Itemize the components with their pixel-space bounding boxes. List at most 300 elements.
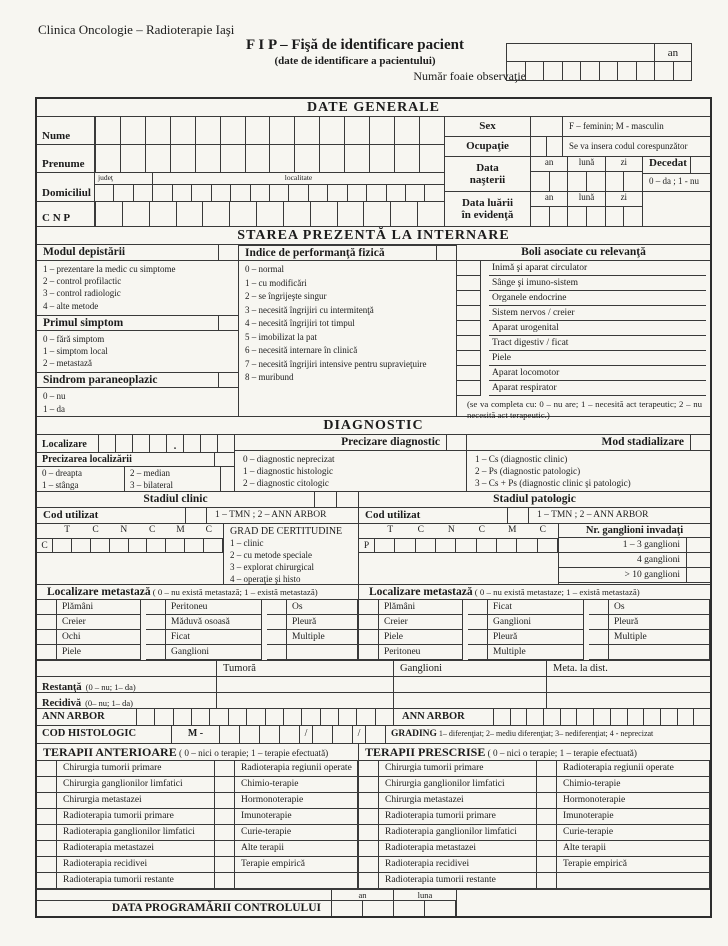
therapy-checkbox[interactable] xyxy=(37,841,57,857)
metastasis-row xyxy=(37,645,358,660)
fill-cell[interactable] xyxy=(366,185,385,202)
fill-cell[interactable] xyxy=(610,709,627,725)
metastasis-checkbox[interactable] xyxy=(589,645,609,660)
code-used-box[interactable] xyxy=(507,508,529,523)
code-used-box[interactable] xyxy=(185,508,207,523)
therapy-checkbox[interactable] xyxy=(359,761,379,777)
fill-cell[interactable] xyxy=(643,709,660,725)
metastasis-site-label: Pleură xyxy=(609,615,710,630)
fill-cell[interactable] xyxy=(623,207,642,226)
residual-meta-cell[interactable] xyxy=(547,677,710,692)
therapy-checkbox[interactable] xyxy=(359,777,379,793)
address-cells xyxy=(95,185,444,202)
fill-cell[interactable] xyxy=(220,145,245,172)
month-label: lună xyxy=(567,192,604,206)
comorbidity-row xyxy=(457,351,710,366)
fill-cell[interactable] xyxy=(526,709,543,725)
fill-cell[interactable] xyxy=(531,137,546,156)
fill-cell[interactable] xyxy=(356,709,374,725)
therapy-checkbox[interactable] xyxy=(215,825,235,841)
tnm-letter-row xyxy=(37,525,223,538)
section-title-date-generale: DATE GENERALE xyxy=(37,99,710,117)
diagnosis-precision-code-box[interactable] xyxy=(446,435,466,450)
therapy-checkbox[interactable] xyxy=(37,873,57,889)
fill-cell[interactable] xyxy=(259,726,279,743)
fill-cell[interactable] xyxy=(623,172,642,191)
therapy-checkbox[interactable] xyxy=(37,825,57,841)
control-month-cells xyxy=(394,901,456,916)
fill-cell[interactable] xyxy=(332,901,362,916)
first-symptom-code-box[interactable] xyxy=(218,316,238,330)
metastasis-checkbox[interactable] xyxy=(37,645,57,660)
metastasis-checkbox[interactable] xyxy=(468,615,488,630)
metastasis-site-label: Ficat xyxy=(488,600,584,615)
tnm-letter: N xyxy=(120,525,128,535)
fill-cell[interactable] xyxy=(149,202,176,226)
comorbidity-code-box[interactable] xyxy=(457,321,481,336)
metastasis-checkbox[interactable] xyxy=(359,600,379,615)
registration-label-line2: în evidenţă xyxy=(461,208,514,221)
fill-cell[interactable] xyxy=(184,539,203,552)
fill-cell[interactable] xyxy=(344,117,369,144)
fill-cell[interactable] xyxy=(220,726,239,743)
fill-cell[interactable] xyxy=(394,539,414,552)
metastasis-site-label: Pleură xyxy=(488,630,584,645)
therapy-checkbox[interactable] xyxy=(37,777,57,793)
fill-cell[interactable] xyxy=(586,172,605,191)
metastasis-rows xyxy=(359,600,710,660)
fill-cell[interactable] xyxy=(172,185,191,202)
registration-label-line1: Data luării xyxy=(461,196,514,209)
fill-cell[interactable] xyxy=(549,207,568,226)
comorbidity-code-box[interactable] xyxy=(457,351,481,366)
main-form xyxy=(35,97,712,918)
grading-label: GRADING xyxy=(391,729,437,739)
therapy-label: Alte terapii xyxy=(557,841,710,857)
fill-cell[interactable] xyxy=(137,709,154,725)
recurrence-tumor-cell[interactable] xyxy=(217,693,394,708)
fill-cell[interactable] xyxy=(543,62,562,80)
fill-cell[interactable] xyxy=(301,709,319,725)
fill-cell[interactable] xyxy=(319,117,344,144)
fill-cell[interactable] xyxy=(149,435,166,452)
option-text: 2 – cu metode speciale xyxy=(230,550,312,560)
fill-cell[interactable] xyxy=(576,709,593,725)
therapy-checkbox[interactable] xyxy=(215,857,235,873)
fill-cell[interactable] xyxy=(256,202,283,226)
fill-cell[interactable] xyxy=(170,117,195,144)
fill-cell[interactable] xyxy=(476,539,496,552)
therapy-checkbox[interactable] xyxy=(537,841,557,857)
comorbidity-row xyxy=(457,336,710,351)
fill-cell[interactable] xyxy=(200,435,217,452)
therapy-checkbox[interactable] xyxy=(215,761,235,777)
fill-cell[interactable] xyxy=(90,539,109,552)
therapy-checkbox[interactable] xyxy=(359,793,379,809)
therapy-checkbox[interactable] xyxy=(537,825,557,841)
fill-cell[interactable] xyxy=(375,709,393,725)
fill-cell[interactable] xyxy=(269,145,294,172)
fill-cell[interactable] xyxy=(128,539,147,552)
fill-cell[interactable] xyxy=(525,62,544,80)
fill-cell[interactable] xyxy=(209,709,227,725)
option-text: 1 – stânga xyxy=(42,479,79,490)
fill-cell[interactable] xyxy=(95,185,113,202)
fill-cell[interactable] xyxy=(549,172,568,191)
fill-cell[interactable] xyxy=(337,202,364,226)
metastasis-checkbox[interactable] xyxy=(468,600,488,615)
fill-cell[interactable] xyxy=(146,539,165,552)
fill-cell[interactable] xyxy=(568,172,586,191)
fill-cell[interactable] xyxy=(543,709,560,725)
metastasis-checkbox[interactable] xyxy=(146,645,166,660)
fill-cell[interactable] xyxy=(568,207,586,226)
metastasis-checkbox[interactable] xyxy=(589,615,609,630)
fill-cell[interactable] xyxy=(362,901,393,916)
metastasis-checkbox[interactable] xyxy=(37,600,57,615)
form-subtitle: (date de identificare a pacientului) xyxy=(274,55,436,67)
fill-cell[interactable] xyxy=(211,185,230,202)
month-label: lună xyxy=(567,157,604,171)
fill-cell[interactable] xyxy=(332,726,352,743)
clinical-stage-box-2[interactable] xyxy=(336,492,358,507)
fill-cell[interactable] xyxy=(419,117,444,144)
fill-cell[interactable] xyxy=(516,539,536,552)
fill-cell[interactable] xyxy=(170,145,195,172)
code-used-label: Cod utilizat xyxy=(43,509,99,521)
fill-cell[interactable] xyxy=(366,726,385,743)
fill-cell[interactable] xyxy=(96,145,120,172)
clinical-tnm-cells xyxy=(53,538,223,553)
comorbidity-code-box[interactable] xyxy=(457,261,481,276)
metastasis-site-label: Ficat xyxy=(166,630,262,645)
metastasis-checkbox[interactable] xyxy=(359,645,379,660)
metastasis-checkbox[interactable] xyxy=(146,630,166,645)
therapy-label: Radioterapia metastazei xyxy=(379,841,537,857)
staging-mode-title: Mod stadializare xyxy=(601,436,684,448)
fill-cell[interactable] xyxy=(386,185,405,202)
fill-cell[interactable] xyxy=(132,435,149,452)
fill-cell[interactable] xyxy=(239,726,259,743)
fill-cell[interactable] xyxy=(245,117,270,144)
detection-mode-code-box[interactable] xyxy=(218,245,238,260)
fill-cell[interactable] xyxy=(417,202,444,226)
metastasis-checkbox[interactable] xyxy=(37,615,57,630)
fill-cell[interactable] xyxy=(283,709,301,725)
fill-cell[interactable] xyxy=(250,185,269,202)
fill-cell[interactable] xyxy=(320,709,338,725)
recurrence-note: (0– nu; 1– da) xyxy=(85,698,133,708)
fill-cell[interactable] xyxy=(113,185,132,202)
fill-cell[interactable] xyxy=(327,185,346,202)
fill-cell[interactable] xyxy=(599,62,618,80)
fill-cell[interactable] xyxy=(229,202,256,226)
code-used-label: Cod utilizat xyxy=(365,509,421,521)
obs-blank-cell[interactable] xyxy=(507,44,655,61)
metastasis-checkbox[interactable] xyxy=(359,615,379,630)
fill-cell[interactable] xyxy=(230,185,249,202)
therapy-row xyxy=(359,761,710,777)
therapy-checkbox[interactable] xyxy=(537,777,557,793)
option-text: 6 – necesită internare în clinică xyxy=(245,345,358,355)
fill-cell[interactable] xyxy=(202,202,229,226)
previous-therapy-rows xyxy=(37,761,358,889)
metastasis-checkbox[interactable] xyxy=(468,645,488,660)
fill-cell[interactable] xyxy=(531,207,549,226)
comorbidity-code-box[interactable] xyxy=(457,306,481,321)
tnm-letter: C xyxy=(92,525,99,535)
fill-cell[interactable] xyxy=(265,709,283,725)
residual-label: Restanţă xyxy=(42,682,82,693)
therapy-checkbox[interactable] xyxy=(37,793,57,809)
therapy-label: Terapie empirică xyxy=(235,857,358,873)
metastasis-checkbox[interactable] xyxy=(146,600,166,615)
invaded-nodes-box[interactable] xyxy=(686,538,710,553)
prescribed-therapies-title: TERAPII PRESCRISE xyxy=(365,745,486,759)
therapy-label: Radioterapia ganglionilor limfatici xyxy=(57,825,215,841)
fill-cell[interactable] xyxy=(145,117,170,144)
fill-cell[interactable] xyxy=(245,145,270,172)
fill-cell[interactable] xyxy=(120,145,145,172)
fill-cell[interactable] xyxy=(246,709,264,725)
option-text: 7 – necesită îngrijiri intensive pentru supravieţuire xyxy=(245,358,427,369)
reg-month-cells xyxy=(567,207,604,226)
day-label: zi xyxy=(605,157,642,171)
fill-cell[interactable] xyxy=(99,435,115,452)
therapy-checkbox[interactable] xyxy=(359,809,379,825)
fill-cell[interactable] xyxy=(691,157,710,173)
comorbidity-code-box[interactable] xyxy=(457,276,481,291)
fill-cell[interactable] xyxy=(283,202,310,226)
fill-cell[interactable] xyxy=(394,145,419,172)
firstname-row xyxy=(37,145,444,173)
metastasis-checkbox[interactable] xyxy=(267,600,287,615)
fill-cell[interactable] xyxy=(96,117,120,144)
therapy-checkbox[interactable] xyxy=(215,793,235,809)
therapy-checkbox[interactable] xyxy=(37,857,57,873)
fill-cell[interactable] xyxy=(496,539,516,552)
fill-cell[interactable] xyxy=(390,202,417,226)
fill-cell[interactable] xyxy=(627,709,644,725)
fill-cell[interactable] xyxy=(693,709,710,725)
therapy-checkbox[interactable] xyxy=(537,809,557,825)
observation-number-label: Număr foaie observaţie xyxy=(413,69,526,83)
fill-cell[interactable] xyxy=(71,539,90,552)
metastasis-checkbox[interactable] xyxy=(267,615,287,630)
fill-cell[interactable] xyxy=(308,185,327,202)
residual-nodes-cell[interactable] xyxy=(394,677,547,692)
therapy-row xyxy=(359,841,710,857)
fill-cell[interactable] xyxy=(580,62,599,80)
fill-cell[interactable] xyxy=(203,539,222,552)
fill-cell[interactable] xyxy=(53,539,71,552)
comorbidity-label: Tract digestiv / ficat xyxy=(489,336,706,351)
fill-cell[interactable] xyxy=(191,709,209,725)
therapy-checkbox[interactable] xyxy=(359,841,379,857)
therapy-checkbox[interactable] xyxy=(215,841,235,857)
fill-cell[interactable] xyxy=(419,145,444,172)
fill-cell[interactable] xyxy=(455,539,475,552)
recurrence-meta-cell[interactable] xyxy=(547,693,710,708)
fill-cell[interactable] xyxy=(562,62,581,80)
comorbidity-code-box[interactable] xyxy=(457,381,481,396)
fill-cell[interactable] xyxy=(310,202,337,226)
fill-cell[interactable] xyxy=(424,901,455,916)
therapy-checkbox[interactable] xyxy=(215,873,235,889)
therapy-checkbox[interactable] xyxy=(537,873,557,889)
fill-cell[interactable] xyxy=(96,202,122,226)
fill-cell[interactable] xyxy=(660,709,677,725)
therapy-checkbox[interactable] xyxy=(359,873,379,889)
metastasis-checkbox[interactable] xyxy=(267,630,287,645)
fill-cell[interactable] xyxy=(375,539,394,552)
therapy-checkbox[interactable] xyxy=(37,761,57,777)
fill-cell[interactable] xyxy=(510,709,527,725)
therapy-label: Radioterapia ganglionilor limfatici xyxy=(379,825,537,841)
fill-cell[interactable] xyxy=(369,117,394,144)
metastasis-title: Localizare metastază xyxy=(369,586,473,598)
footer-spacer xyxy=(37,890,332,900)
comorbidity-code-box[interactable] xyxy=(457,366,481,381)
therapy-checkbox[interactable] xyxy=(537,793,557,809)
fill-cell[interactable] xyxy=(369,145,394,172)
performance-code-box[interactable] xyxy=(436,246,456,260)
diagnosis-precision-column xyxy=(235,435,467,491)
staging-mode-code-box[interactable] xyxy=(690,435,710,450)
fill-cell[interactable] xyxy=(133,185,152,202)
fill-cell[interactable] xyxy=(546,137,562,156)
tnm-prefix-p: P xyxy=(359,538,375,553)
fill-cell[interactable] xyxy=(294,145,319,172)
clinical-stage-box-1[interactable] xyxy=(314,492,336,507)
fill-cell[interactable] xyxy=(593,709,610,725)
metastasis-checkbox[interactable] xyxy=(37,630,57,645)
therapy-checkbox[interactable] xyxy=(215,809,235,825)
fill-cell[interactable] xyxy=(507,62,525,80)
metastasis-checkbox[interactable] xyxy=(267,645,287,660)
metastasis-note: ( 0 – nu există metastază; 1 – există metastază) xyxy=(152,587,318,597)
fill-cell[interactable] xyxy=(120,117,145,144)
fill-cell[interactable] xyxy=(122,202,149,226)
fill-cell[interactable] xyxy=(606,172,624,191)
fill-cell[interactable] xyxy=(154,709,172,725)
precision-options-col2 xyxy=(125,467,221,491)
fill-cell[interactable] xyxy=(415,539,435,552)
therapy-label: Chirurgia metastazei xyxy=(57,793,215,809)
fill-cell[interactable] xyxy=(165,539,184,552)
fill-cell[interactable] xyxy=(586,207,605,226)
recurrence-row xyxy=(37,693,710,709)
therapy-checkbox[interactable] xyxy=(359,825,379,841)
fill-cell[interactable] xyxy=(288,185,307,202)
residual-tumor-cell[interactable] xyxy=(217,677,394,692)
fill-cell[interactable] xyxy=(636,62,655,80)
fill-cell[interactable] xyxy=(195,145,220,172)
fill-cell[interactable] xyxy=(606,207,624,226)
metastasis-checkbox[interactable] xyxy=(589,600,609,615)
metastasis-checkbox[interactable] xyxy=(468,630,488,645)
fill-cell[interactable] xyxy=(109,539,128,552)
fill-cell[interactable] xyxy=(344,145,369,172)
birthdate-label xyxy=(445,157,531,191)
fill-cell[interactable] xyxy=(654,62,673,80)
fill-cell[interactable] xyxy=(115,435,132,452)
paraneoplastic-code-box[interactable] xyxy=(218,373,238,387)
obs-year-label: an xyxy=(667,47,679,59)
fill-cell[interactable] xyxy=(228,709,246,725)
fill-cell[interactable] xyxy=(363,202,390,226)
fill-cell[interactable] xyxy=(531,117,562,136)
therapy-checkbox[interactable] xyxy=(37,809,57,825)
fill-cell[interactable] xyxy=(617,62,636,80)
fill-cell[interactable] xyxy=(394,901,424,916)
therapy-checkbox[interactable] xyxy=(537,857,557,873)
therapy-checkbox[interactable] xyxy=(359,857,379,873)
metastasis-checkbox[interactable] xyxy=(359,630,379,645)
therapy-checkbox[interactable] xyxy=(537,761,557,777)
fill-cell[interactable] xyxy=(435,539,455,552)
fill-cell[interactable] xyxy=(313,726,332,743)
fill-cell[interactable] xyxy=(537,539,557,552)
invaded-nodes-box[interactable] xyxy=(686,568,710,583)
fill-cell[interactable] xyxy=(173,709,191,725)
metastasis-site-label: Creier xyxy=(57,615,141,630)
invaded-nodes-box[interactable] xyxy=(686,553,710,568)
fill-cell[interactable] xyxy=(494,709,510,725)
fill-cell[interactable] xyxy=(338,709,356,725)
comorbidity-code-box[interactable] xyxy=(457,336,481,351)
therapy-label: Radioterapia regiunii operate xyxy=(235,761,358,777)
fill-cell[interactable] xyxy=(269,117,294,144)
registration-date-grid xyxy=(531,192,643,226)
fill-cell[interactable] xyxy=(152,185,171,202)
fill-cell[interactable] xyxy=(673,62,692,80)
therapies-note: ( 0 – nici o terapie; 1 – terapie efectuată) xyxy=(487,748,637,758)
metastasis-checkbox[interactable] xyxy=(146,615,166,630)
fill-cell[interactable] xyxy=(677,709,694,725)
identity-fields xyxy=(37,117,445,226)
fill-cell[interactable] xyxy=(424,185,443,202)
fill-cell[interactable] xyxy=(145,145,170,172)
fill-cell[interactable] xyxy=(279,726,299,743)
comorbidity-code-box[interactable] xyxy=(457,291,481,306)
fill-cell[interactable] xyxy=(195,117,220,144)
option-text: 4 – operaţie şi histo xyxy=(230,574,301,584)
metastasis-row xyxy=(37,630,358,645)
metastasis-checkbox[interactable] xyxy=(589,630,609,645)
fill-cell[interactable] xyxy=(394,117,419,144)
fill-cell[interactable] xyxy=(531,172,549,191)
fill-cell[interactable] xyxy=(560,709,577,725)
fill-cell[interactable] xyxy=(269,185,288,202)
fill-cell[interactable] xyxy=(294,117,319,144)
fill-cell[interactable] xyxy=(191,185,210,202)
invaded-nodes-rows xyxy=(559,538,710,583)
deceased-cell xyxy=(690,157,710,173)
fill-cell[interactable] xyxy=(220,117,245,144)
fill-cell[interactable] xyxy=(405,185,424,202)
localization-precision-code-box[interactable] xyxy=(214,453,234,466)
fill-cell[interactable] xyxy=(347,185,366,202)
fill-cell[interactable] xyxy=(184,435,200,452)
metastasis-site-label: Os xyxy=(609,600,710,615)
metastasis-table-right xyxy=(359,585,710,660)
fill-cell[interactable] xyxy=(176,202,203,226)
fill-cell[interactable] xyxy=(319,145,344,172)
therapy-checkbox[interactable] xyxy=(215,777,235,793)
recurrence-nodes-cell[interactable] xyxy=(394,693,547,708)
grading-note-area xyxy=(386,726,710,743)
